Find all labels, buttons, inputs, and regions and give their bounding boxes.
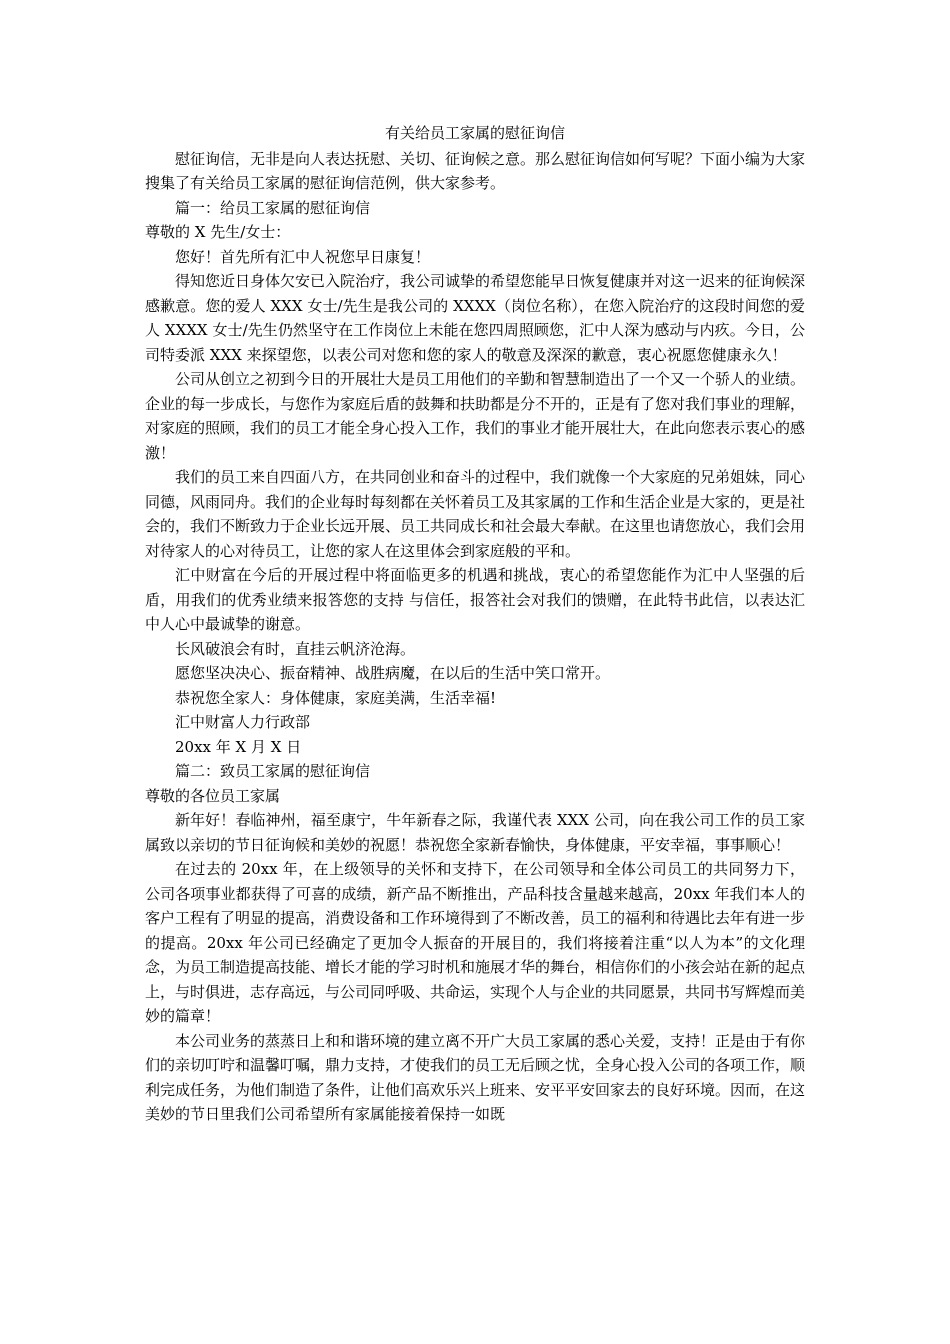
- part1-salutation: 尊敬的 X 先生/女士：: [145, 223, 291, 241]
- part1-paragraph: 汇中财富在今后的开展过程中将面临更多的机遇和挑战，衷心的希望您能作为汇中人坚强的后盾，用我们的优秀业绩来报答您的支持 与信任，报答社会对我们的馈赠，在此特书此信，以表达汇中人心中最诚挚的谢意。: [145, 566, 805, 633]
- part2-paragraph: 在过去的 20xx 年，在上级领导的关怀和支持下，在公司领导和全体公司员工的共同努力下，公司各项事业都获得了可喜的成绩，新产品不断推出，产品科技含量越来越高，20xx 年我们本人的客户工程有了明显的提高，消费设备和工作环境得到了不断改善，员工的福利和待遇比去年有进一步的提高。20xx 年公司已经确定了更加令人振奋的开展目的，我们将接着注重“以人为本”的文化理念，为员工制造提高技能、增长才能的学习时机和施展才华的舞台，相信你们的小孩会站在新的起点上，与时俱进，志存高远，与公司同呼吸、共命运，实现个人与企业的共同愿景，共同书写辉煌而美妙的篇章！: [145, 860, 806, 1025]
- part1-paragraph: 恭祝您全家人：身体健康，家庭美满，生活幸福!: [175, 688, 497, 707]
- part1-paragraph: 公司从创立之初到今日的开展壮大是员工用他们的辛勤和智慧制造出了一个又一个骄人的业绩。企业的每一步成长，与您作为家庭后盾的鼓舞和扶助都是分不开的，正是有了您对我们事业的理解，对家庭的照顾，我们的员工才能全身心投入工作，我们的事业才能开展壮大，在此向您表示衷心的感激！: [145, 370, 806, 462]
- part2-salutation: 尊敬的各位员工家属: [145, 786, 281, 805]
- part1-signature: 汇中财富人力行政部: [175, 713, 311, 731]
- part1-paragraph: 我们的员工来自四面八方，在共同创业和奋斗的过程中，我们就像一个大家庭的兄弟姐妹，同心同德，风雨同舟。我们的企业每时每刻都在关怀着员工及其家属的工作和生活企业是大家的，更是社会的，我们不断致力于企业长远开展、员工共同成长和社会最大奉献。在这里也请您放心，我们会用对待家人的心对待员工，让您的家人在这里体会到家庭般的平和。: [145, 468, 806, 560]
- document-page: [145, 121, 805, 1127]
- part1-date: 20xx 年 X 月 X 日: [175, 737, 302, 756]
- part1-paragraph: 愿您坚决决心、振奋精神、战胜病魔，在以后的生活中笑口常开。: [175, 664, 611, 682]
- intro-paragraph: 慰征询信，无非是向人表达抚慰、关切、征询候之意。那么慰征询信如何写呢？下面小编为大家搜集了有关给员工家属的慰征询信范例，供大家参考。: [145, 149, 806, 192]
- part2-heading: 篇二：致员工家属的慰征询信: [175, 762, 371, 780]
- part1-paragraph: 长风破浪会有时，直挂云帆济沧海。: [175, 639, 416, 658]
- part2-paragraph: 新年好！春临神州，福至康宁，牛年新春之际，我谨代表 XXX 公司，向在我公司工作的员工家属致以亲切的节日征询候和美妙的祝愿！恭祝您全家新春愉快，身体健康，平安幸福，事事顺心！: [145, 811, 805, 854]
- document-title: 有关给员工家属的慰征询信: [384, 124, 565, 142]
- part2-paragraph: 本公司业务的蒸蒸日上和和谐环境的建立离不开广大员工家属的悉心关爱，支持！正是由于有你们的亲切叮咛和温馨叮嘱，鼎力支持，才使我们的员工无后顾之忧，全身心投入公司的各项工作，顺利完成任务，为他们制造了条件，让他们高欢乐兴上班来、安平平安回家去的良好环境。因而，在这美妙的节日里我们公司希望所有家属能接着保持一如既: [145, 1031, 806, 1123]
- part1-paragraph: 得知您近日身体欠安已入院治疗，我公司诚挚的希望您能早日恢复健康并对这一迟来的征询候深感歉意。您的爱人 XXX 女士/先生是我公司的 XXXX（岗位名称），在您入院治疗的这段时间您的爱人 XXXX 女士/先生仍然坚守在工作岗位上未能在您四周照顾您，汇中人深为感动与内疚。今日，公司特委派 XXX 来探望您，以表公司对您和您的家人的敬意及深深的歉意，衷心祝愿您健康永久！: [145, 272, 806, 364]
- part1-heading: 篇一：给员工家属的慰征询信: [175, 198, 371, 217]
- part1-paragraph: 您好！首先所有汇中人祝您早日康复！: [175, 247, 431, 266]
